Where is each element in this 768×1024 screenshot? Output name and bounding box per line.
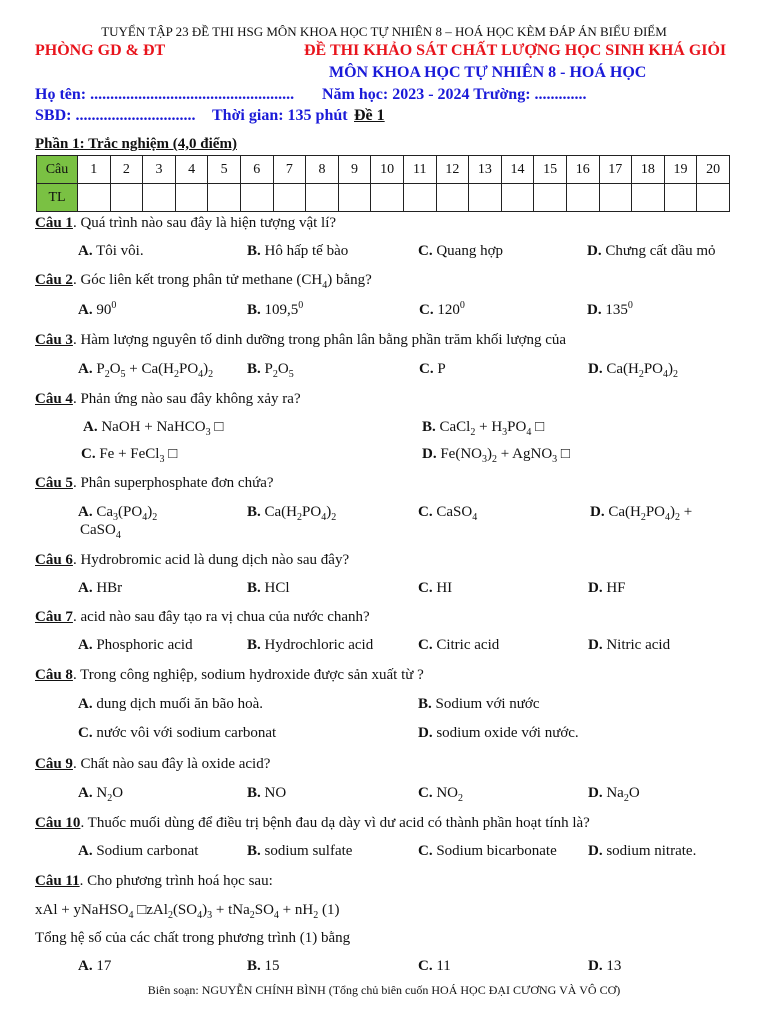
time-line: Thời gian: 135 phút [212, 107, 348, 124]
question-6: Câu 6. Hydrobromic acid là dung dịch nào sau đây? [35, 552, 350, 568]
answer-grid-number: 2 [110, 156, 143, 184]
q8-option-c: C. nước vôi với sodium carbonat [78, 725, 277, 741]
answer-grid-number: 15 [534, 156, 567, 184]
answer-cell [110, 184, 143, 212]
answer-cell [436, 184, 469, 212]
q3-option-c: C. P [419, 361, 446, 377]
answer-grid-number: 14 [501, 156, 534, 184]
question-2: Câu 2. Góc liên kết trong phân tử methane $(CH_4)$ bằng? [35, 272, 372, 291]
answer-grid-number: 1 [78, 156, 111, 184]
q2-option-a: A. $90^0$ [78, 300, 117, 318]
answer-grid-number: 10 [371, 156, 404, 184]
q7-option-c: C. Citric acid [418, 637, 500, 653]
page-footer: Biên soạn: NGUYỄN CHÍNH BÌNH (Tổng chủ biên cuốn HOÁ HỌC ĐẠI CƯƠNG VÀ VÔ CƠ) [147, 983, 621, 997]
answer-cell [143, 184, 176, 212]
answer-grid-row-label: TL [37, 184, 78, 212]
answer-grid-number: 4 [175, 156, 208, 184]
question-3: Câu 3. Hàm lượng nguyên tố dinh dưỡng trong phân lân bằng phần trăm khối lượng của [35, 332, 567, 348]
school-year-line: Năm học: 2023 - 2024 Trường: ............. [322, 86, 587, 103]
answer-cell [240, 184, 273, 212]
answer-grid-number: 6 [240, 156, 273, 184]
q8-option-b: B. Sodium với nước [418, 696, 540, 712]
q4-option-b: B. CaCl$_2$ + $H_3PO_4$ □ [422, 419, 545, 438]
q9-option-a: A. $N_2O$ [78, 785, 124, 804]
answer-cell [599, 184, 632, 212]
answer-cell [306, 184, 339, 212]
subject-title: MÔN KHOA HỌC TỰ NHIÊN 8 - HOÁ HỌC [329, 64, 647, 81]
question-1 [35, 215, 336, 232]
answer-cell [501, 184, 534, 212]
q11-prompt: Tổng hệ số của các chất trong phương trình (1) bằng [35, 930, 351, 946]
answer-grid-number: 12 [436, 156, 469, 184]
answer-cell [403, 184, 436, 212]
q5-option-a: A. $Ca_3(PO_4)_2$ [78, 504, 158, 523]
q10-option-d: D. sodium nitrate. [588, 843, 697, 859]
answer-grid-number: 18 [632, 156, 665, 184]
answer-cell [566, 184, 599, 212]
sbd-line: SBD: .............................. [35, 107, 196, 124]
answer-grid-number: 19 [664, 156, 697, 184]
question-label: Câu 1 [35, 215, 73, 231]
q6-option-c: C. HI [418, 580, 453, 596]
question-7: Câu 7. acid nào sau đây tạo ra vị chua của nước chanh? [35, 609, 370, 625]
q1-option-c: C. Quang hợp [418, 243, 504, 259]
q5-option-d: D. $Ca(H_2PO_4)_2$ + [590, 504, 693, 523]
q11-option-d: D. 13 [588, 958, 622, 974]
q11-option-c: C. 11 [418, 958, 451, 974]
answer-grid-number: 17 [599, 156, 632, 184]
q3-option-a: A. $P_2O_5 + Ca(H_2PO_4)_2$ [78, 361, 214, 380]
question-8: Câu 8. Trong công nghiệp, sodium hydroxide được sản xuất từ ? [35, 667, 424, 683]
answer-cell [338, 184, 371, 212]
answer-grid-answer-row [37, 184, 730, 212]
q5-option-c: C. CaSO$_4$ [418, 504, 478, 523]
q10-option-b: B. sodium sulfate [247, 843, 353, 859]
answer-grid [36, 155, 730, 212]
collection-title: TUYỂN TẬP 23 ĐỀ THI HSG MÔN KHOA HỌC TỰ NHIÊN 8 – HOÁ HỌC KÈM ĐÁP ÁN BIỂU ĐIỂM [101, 24, 667, 39]
q6-option-d: D. HF [588, 580, 626, 596]
answer-cell [534, 184, 567, 212]
q4-option-a: A. NaOH + NaHCO$_3$ □ [83, 419, 224, 438]
q2-option-d: D. $135^0$ [587, 300, 633, 318]
question-5: Câu 5. Phân superphosphate đơn chứa? [35, 475, 274, 491]
q6-option-b: B. HCl [247, 580, 290, 596]
q7-option-a: A. Phosphoric acid [78, 637, 193, 653]
exam-title: ĐỀ THI KHẢO SÁT CHẤT LƯỢNG HỌC SINH KHÁ GIỎI [304, 42, 727, 59]
q1-option-b: B. Hô hấp tế bào [247, 243, 349, 259]
answer-cell [273, 184, 306, 212]
q10-option-a: A. Sodium carbonat [78, 843, 199, 859]
q7-option-d: D. Nitric acid [588, 637, 671, 653]
answer-cell [632, 184, 665, 212]
q9-option-c: C. $NO_2$ [418, 785, 464, 804]
answer-grid-header-row [37, 156, 730, 184]
answer-cell [208, 184, 241, 212]
answer-grid-number: 20 [697, 156, 730, 184]
q2-option-c: C. $120^0$ [419, 300, 465, 318]
answer-cell [371, 184, 404, 212]
q11-equation: xAl + yNaHSO$_4$ $□zAl_2(SO_4)_3 + tNa_2SO_4 + nH_2$ (1) [35, 902, 340, 921]
q5-option-b: B. $Ca(H_2PO_4)_2$ [247, 504, 337, 523]
question-11: Câu 11. Cho phương trình hoá học sau: [35, 873, 273, 889]
question-9: Câu 9. Chất nào sau đây là oxide acid? [35, 756, 271, 772]
q2-option-b: B. 109,5$^0$ [247, 300, 304, 318]
q6-option-a: A. HBr [78, 580, 123, 596]
answer-grid-number: 8 [306, 156, 339, 184]
q11-option-a: A. 17 [78, 958, 112, 974]
q9-option-d: D. $Na_2O$ [588, 785, 640, 804]
answer-cell [664, 184, 697, 212]
student-name-line: Họ tên: ................................................... [35, 86, 295, 103]
answer-grid-number: 16 [566, 156, 599, 184]
answer-grid-number: 13 [469, 156, 502, 184]
department-label: PHÒNG GD & ĐT [35, 42, 166, 59]
q11-option-b: B. 15 [247, 958, 280, 974]
q10-option-c: C. Sodium bicarbonate [418, 843, 557, 859]
answer-grid-number: 11 [403, 156, 436, 184]
answer-grid-number: 9 [338, 156, 371, 184]
answer-grid-number: 5 [208, 156, 241, 184]
question-4: Câu 4. Phản ứng nào sau đây không xảy ra? [35, 391, 301, 407]
q4-option-d: D. $Fe(NO_3)_2$ + AgNO$_3$ □ [422, 446, 570, 465]
answer-cell [697, 184, 730, 212]
q3-option-b: B. $P_2O_5$ [247, 361, 294, 380]
q9-option-b: B. NO [247, 785, 287, 801]
q1-option-a: A. Tôi vôi. [78, 243, 144, 259]
answer-grid-number: 3 [143, 156, 176, 184]
answer-cell [78, 184, 111, 212]
answer-grid-number: 7 [273, 156, 306, 184]
answer-cell [175, 184, 208, 212]
q3-option-d: D. $Ca(H_2PO_4)_2$ [588, 361, 679, 380]
part1-title: Phần 1: Trắc nghiệm (4,0 điểm) [35, 136, 237, 152]
q1-option-d: D. Chưng cất dầu mỏ [587, 243, 716, 259]
question-text: . Quá trình nào sau đây là hiện tượng vật lí? [72, 215, 337, 231]
exam-variant: Đề 1 [354, 107, 385, 124]
q7-option-b: B. Hydrochloric acid [247, 637, 374, 653]
q5-option-d-continued: CaSO$_4$ [80, 522, 121, 541]
q8-option-a: A. dung dịch muối ăn bão hoà. [78, 696, 263, 712]
question-10: Câu 10. Thuốc muối dùng để điều trị bệnh đau dạ dày vì dư acid có thành phần hoạt tính là? [35, 815, 590, 831]
q4-option-c: C. Fe + FeCl$_3$ □ [81, 446, 178, 465]
answer-cell [469, 184, 502, 212]
q8-option-d: D. sodium oxide với nước. [418, 725, 579, 741]
answer-grid-row-label: Câu [37, 156, 78, 184]
